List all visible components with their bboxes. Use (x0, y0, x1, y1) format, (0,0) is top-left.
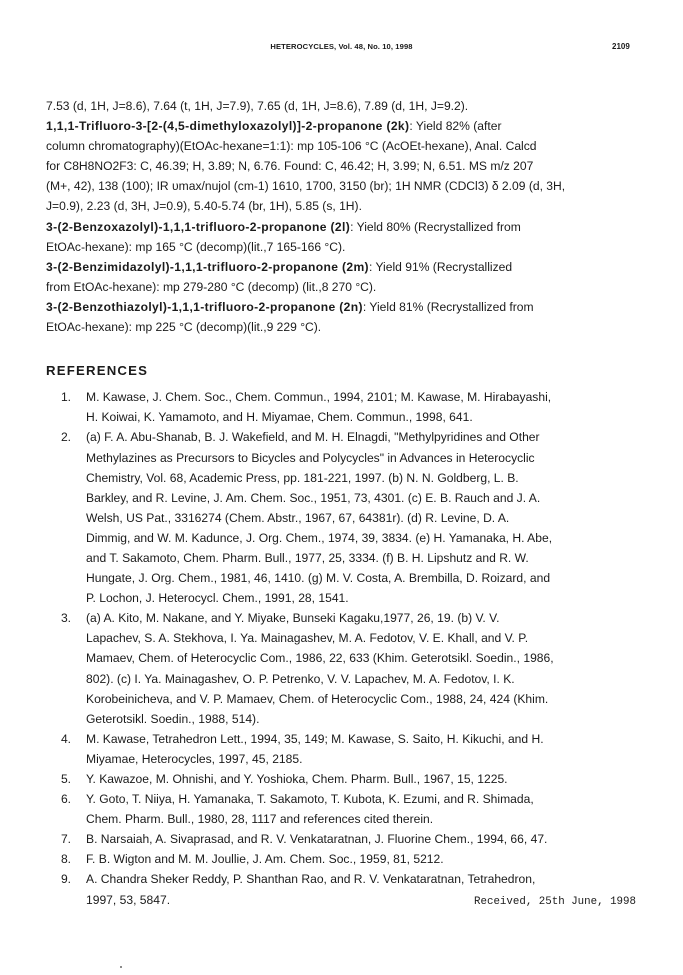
reference-number: 1. (60, 390, 72, 405)
received-date: Received, 25th June, 1998 (474, 896, 636, 908)
reference-line: 802). (c) I. Ya. Mainagashev, O. P. Petrenko, V. V. Lapachev, M. A. Fedotov, I. K. (86, 671, 515, 686)
reference-line: M. Kawase, J. Chem. Soc., Chem. Commun., 1994, 2101; M. Kawase, M. Hirabayashi, (86, 390, 552, 405)
reference-item (46, 387, 634, 427)
reference-text (86, 849, 634, 869)
reference-line: Hungate, J. Org. Chem., 1981, 46, 1410. (g) M. V. Costa, A. Brembilla, D. Roizard, and (86, 571, 551, 586)
reference-line: Lapachev, S. A. Stekhova, I. Ya. Mainagashev, M. A. Fedotov, V. E. Khall, and V. P. (86, 631, 529, 646)
compound-2k-line-1: 1,1,1-Trifluoro-3-[2-(4,5-dimethyloxazolyl)]-2-propanone (2k): Yield 82% (after (46, 119, 502, 134)
page-number: 2109 (612, 42, 630, 51)
compound-2k-name: 1,1,1-Trifluoro-3-[2-(4,5-dimethyloxazolyl)]-2-propanone (2k) (46, 119, 410, 134)
compound-2m-line-2: from EtOAc-hexane): mp 279-280 °C (decomp) (lit.,8 270 °C). (46, 279, 377, 294)
compound-2n-name: 3-(2-Benzothiazolyl)-1,1,1-trifluoro-2-propanone (2n) (46, 299, 363, 314)
compound-2k-line-4: (M+, 42), 138 (100); IR υmax/nujol (cm-1) 1610, 1700, 3150 (br); 1H NMR (CDCl3) δ 2.09 (d, 3H, (46, 179, 566, 194)
reference-list (46, 387, 634, 909)
compound-2l-line-1: 3-(2-Benzoxazolyl)-1,1,1-trifluoro-2-propanone (2l): Yield 80% (Recrystallized from (46, 219, 521, 234)
reference-line: 1997, 53, 5847. (86, 892, 171, 907)
reference-number: 5. (60, 772, 72, 786)
reference-item (46, 427, 634, 608)
reference-line: Geterotsikl. Soedin., 1988, 514). (86, 711, 260, 726)
compound-2l-name: 3-(2-Benzoxazolyl)-1,1,1-trifluoro-2-propanone (2l) (46, 219, 351, 234)
reference-text (86, 829, 634, 849)
reference-number: 6. (60, 792, 72, 807)
reference-item (46, 829, 634, 849)
reference-line: (a) A. Kito, M. Nakane, and Y. Miyake, Bunseki Kagaku,1977, 26, 19. (b) V. V. (86, 611, 500, 626)
section-gap (46, 337, 634, 361)
reference-number: 2. (60, 430, 72, 445)
reference-line: M. Kawase, Tetrahedron Lett., 1994, 35, 149; M. Kawase, S. Saito, H. Kikuchi, and H. (86, 731, 544, 746)
compound-2n-entry (46, 297, 634, 337)
reference-line: Chemistry, Vol. 68, Academic Press, pp. 181-221, 1997. (b) N. N. Goldberg, L. B. (86, 470, 519, 485)
reference-line: P. Lochon, J. Heterocycl. Chem., 1991, 28, 1541. (86, 591, 349, 606)
reference-line: A. Chandra Sheker Reddy, P. Shanthan Rao, and R. V. Venkataratnan, Tetrahedron, (86, 872, 536, 887)
reference-line: H. Koiwai, K. Yamamoto, and H. Miyamae, Chem. Commun., 1998, 641. (86, 410, 473, 425)
reference-line: and T. Sakamoto, Chem. Pharm. Bull., 1977, 25, 3334. (f) B. H. Lipshutz and R. W. (86, 550, 529, 565)
compound-2k-entry (46, 116, 634, 216)
reference-line: Korobeinicheva, and V. P. Mamaev, Chem. of Heterocyclic Com., 1988, 24, 424 (Khim. (86, 691, 549, 706)
running-header (0, 42, 683, 56)
reference-line: (a) F. A. Abu-Shanab, B. J. Wakefield, and M. H. Elnagdi, "Methylpyridines and Other (86, 430, 540, 445)
reference-number: 3. (60, 611, 72, 626)
reference-text (86, 608, 634, 729)
compound-2m-line-1: 3-(2-Benzimidazolyl)-1,1,1-trifluoro-2-propanone (2m): Yield 91% (Recrystallized (46, 259, 513, 274)
article-body (46, 96, 634, 910)
reference-text (86, 729, 634, 769)
reference-item (46, 789, 634, 829)
reference-text (86, 387, 634, 427)
reference-line: Y. Goto, T. Niiya, H. Yamanaka, T. Sakamoto, T. Kubota, K. Ezumi, and R. Shimada, (86, 792, 534, 807)
reference-line: F. B. Wigton and M. M. Joullie, J. Am. Chem. Soc., 1959, 81, 5212. (86, 852, 444, 867)
scan-speck (120, 966, 122, 968)
compound-2k-line-3: for C8H8NO2F3: C, 46.39; H, 3.89; N, 6.76. Found: C, 46.42; H, 3.99; N, 6.51. MS m/z 207 (46, 159, 534, 174)
compound-2l-entry (46, 217, 634, 257)
reference-line: Mamaev, Chem. of Heterocyclic Com., 1986, 22, 633 (Khim. Geterotsikl. Soedin., 1986, (86, 651, 554, 666)
reference-line: Y. Kawazoe, M. Ohnishi, and Y. Yoshioka, Chem. Pharm. Bull., 1967, 15, 1225. (86, 772, 508, 786)
reference-item (46, 849, 634, 869)
reference-line: B. Narsaiah, A. Sivaprasad, and R. V. Venkataratnan, J. Fluorine Chem., 1994, 66, 47. (86, 832, 548, 847)
experimental-section (46, 96, 634, 337)
compound-2n-line-2: EtOAc-hexane): mp 225 °C (decomp)(lit.,9 229 °C). (46, 320, 322, 335)
reference-item (46, 769, 634, 789)
compound-2k-line-5: J=0.9), 2.23 (d, 3H, J=0.9), 5.40-5.74 (br, 1H), 5.85 (s, 1H). (46, 199, 362, 214)
references-section (46, 361, 634, 910)
reference-line: Methylazines as Precursors to Bicycles and Polycycles" in Advances in Heterocyclic (86, 450, 535, 465)
reference-text (86, 769, 634, 789)
reference-line: Chem. Pharm. Bull., 1980, 28, 1117 and references cited therein. (86, 812, 434, 827)
reference-line: Miyamae, Heterocycles, 1997, 45, 2185. (86, 751, 303, 766)
nmr-continuation: 7.53 (d, 1H, J=8.6), 7.64 (t, 1H, J=7.9), 7.65 (d, 1H, J=8.6), 7.89 (d, 1H, J=9.2). (46, 99, 469, 113)
reference-number: 4. (60, 731, 72, 746)
reference-number: 9. (60, 872, 72, 887)
compound-2k-line-2: column chromatography)(EtOAc-hexane=1:1): mp 105-106 °C (AcOEt-hexane), Anal. Calcd (46, 139, 537, 154)
running-title: HETEROCYCLES, Vol. 48, No. 10, 1998 (270, 42, 413, 51)
reference-text (86, 789, 634, 829)
references-heading: REFERENCES (46, 363, 149, 379)
compound-2m-name: 3-(2-Benzimidazolyl)-1,1,1-trifluoro-2-propanone (2m) (46, 259, 369, 274)
reference-line: Barkley, and R. Levine, J. Am. Chem. Soc., 1951, 73, 4301. (c) E. B. Rauch and J. A. (86, 490, 541, 505)
reference-number: 7. (60, 832, 72, 847)
reference-item (46, 608, 634, 729)
compound-2l-line-2: EtOAc-hexane): mp 165 °C (decomp)(lit.,7 165-166 °C). (46, 239, 346, 254)
reference-line: Welsh, US Pat., 3316274 (Chem. Abstr., 1967, 67, 64381r). (d) R. Levine, D. A. (86, 510, 510, 525)
reference-line: Dimmig, and W. M. Kadunce, J. Org. Chem., 1974, 39, 3834. (e) H. Yamanaka, H. Abe, (86, 530, 553, 545)
compound-2n-line-1: 3-(2-Benzothiazolyl)-1,1,1-trifluoro-2-propanone (2n): Yield 81% (Recrystallized from (46, 299, 534, 314)
reference-item (46, 729, 634, 769)
reference-text (86, 427, 634, 608)
compound-2m-entry (46, 257, 634, 297)
reference-number: 8. (60, 852, 72, 867)
